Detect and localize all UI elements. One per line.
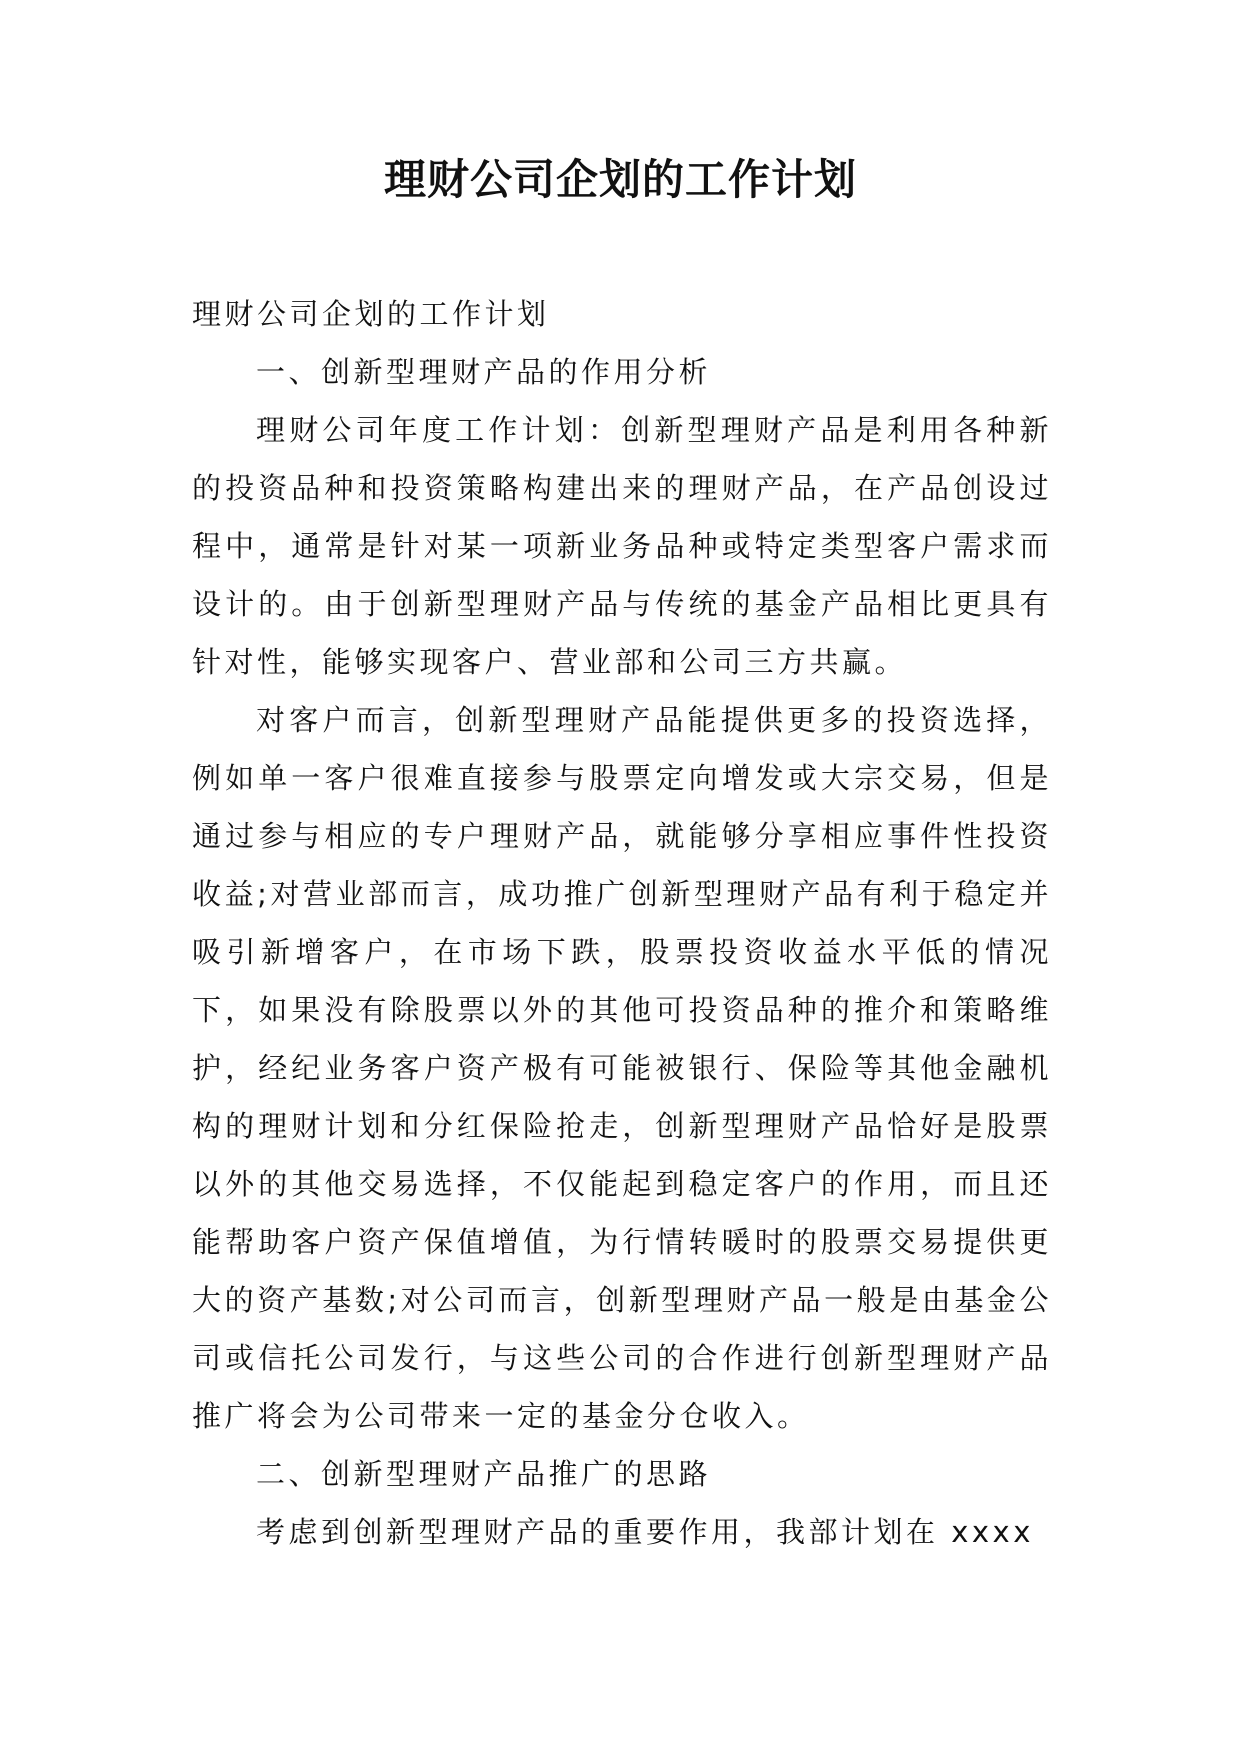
paragraph-heading-repeat: 理财公司企划的工作计划 <box>192 297 550 331</box>
paragraph-3: 考虑到创新型理财产品的重要作用，我部计划在 xxxx <box>256 1515 1034 1549</box>
document-title: 理财公司企划的工作计划 <box>383 155 857 204</box>
paragraph-1: 理财公司年度工作计划：创新型理财产品是利用各种新的投资品种和投资策略构建出来的理财产品，在产品创设过程中，通常是针对某一项新业务品种或特定类型客户需求而设计的。由于创新型理财产品与传统的基金产品相比更具有针对性，能够实现客户、营业部和公司三方共赢。 <box>192 413 1052 679</box>
section-heading-1: 一、创新型理财产品的作用分析 <box>256 355 712 389</box>
section-heading-2: 二、创新型理财产品推广的思路 <box>256 1457 712 1491</box>
document-body <box>192 285 1052 1561</box>
paragraph-2: 对客户而言，创新型理财产品能提供更多的投资选择，例如单一客户很难直接参与股票定向增发或大宗交易，但是通过参与相应的专户理财产品，就能够分享相应事件性投资收益;对营业部而言，成功推广创新型理财产品有利于稳定并吸引新增客户，在市场下跌，股票投资收益水平低的情况下，如果没有除股票以外的其他可投资品种的推介和策略维护，经纪业务客户资产极有可能被银行、保险等其他金融机构的理财计划和分红保险抢走，创新型理财产品恰好是股票以外的其他交易选择，不仅能起到稳定客户的作用，而且还能帮助客户资产保值增值，为行情转暖时的股票交易提供更大的资产基数;对公司而言，创新型理财产品一般是由基金公司或信托公司发行，与这些公司的合作进行创新型理财产品推广将会为公司带来一定的基金分仓收入。 <box>192 703 1052 1433</box>
